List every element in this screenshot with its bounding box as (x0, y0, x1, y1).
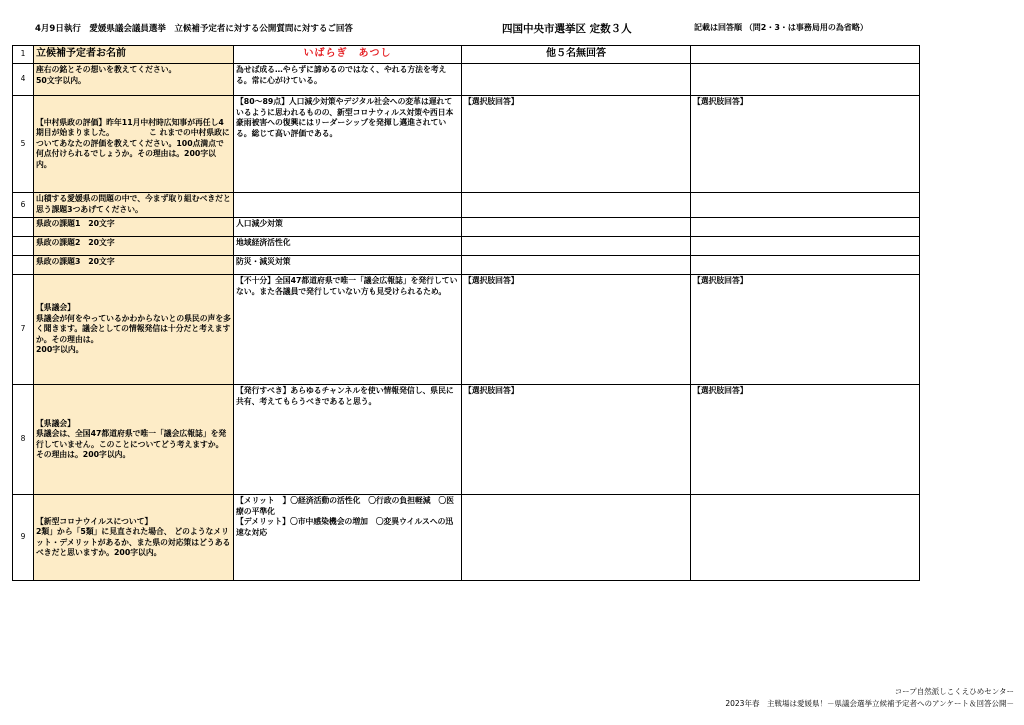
answer-cell: 【80～89点】人口減少対策やデジタル社会への変革は遅れているように思われるものの、新型コロナウィルス対策や西日本豪雨被害への復興にはリーダーシップを発揮し邁進されている。総じて高い評価である。 (234, 96, 462, 193)
empty-cell (691, 495, 920, 581)
question-cell: 【新型コロナウイルスについて】 2類」から「5類」に見直された場合、 どのようなメリット・デメリットがあるか、また県の対応策はどうあるべきだと思いますか。200字以内。 (34, 495, 234, 581)
survey-table (12, 45, 920, 581)
table-row (13, 46, 920, 64)
table-row (13, 495, 920, 581)
row-number: 1 (13, 46, 34, 64)
empty-cell (691, 218, 920, 237)
footer-caption: 2023年春 主戦場は愛媛県！－県議会選挙立候補予定者へのアンケート＆回答公開－ (725, 699, 1014, 708)
order-note: 記載は回答順 （問2・3・は事務局用の為省略） (694, 23, 868, 32)
row-number: 5 (13, 96, 34, 193)
choice-answer-cell: 【選択肢回答】 (462, 385, 691, 495)
empty-cell (462, 495, 691, 581)
table-row (13, 256, 920, 275)
empty-cell (691, 237, 920, 256)
district-title: 四国中央市選挙区 定数３人 (502, 23, 632, 35)
empty-cell (691, 64, 920, 96)
choice-answer-cell: 【選択肢回答】 (462, 96, 691, 193)
candidate-name: いばらぎ あつし (234, 46, 462, 64)
footer-org: コープ自然派しこくえひめセンター (894, 687, 1014, 696)
row-number: 4 (13, 64, 34, 96)
header-title: 4月9日執行 愛媛県議会議員選挙 立候補予定者に対する公開質問に対するご回答 (35, 24, 353, 34)
table-row (13, 218, 920, 237)
question-cell: 座右の銘とその想いを教えてください。 50文字以内。 (34, 64, 234, 96)
question-cell: 山積する愛媛県の問題の中で、今まず取り組むべきだと思う課題3つあげてください。 (34, 193, 234, 218)
empty-cell (462, 218, 691, 237)
issue-label: 県政の課題3 20文字 (34, 256, 234, 275)
table-row (13, 237, 920, 256)
answer-cell: 【不十分】全国47都道府県で唯一「議会広報誌」を発行していない。また各議員で発行していない方も見受けられるため。 (234, 275, 462, 385)
empty-cell (691, 46, 920, 64)
issue-label: 県政の課題2 20文字 (34, 237, 234, 256)
table-row (13, 275, 920, 385)
answer-cell: 防災・減災対策 (234, 256, 462, 275)
issue-label: 県政の課題1 20文字 (34, 218, 234, 237)
empty-cell (462, 237, 691, 256)
empty-cell (691, 256, 920, 275)
answer-cell: 地域経済活性化 (234, 237, 462, 256)
empty-cell (691, 193, 920, 218)
candidate-name-label: 立候補予定者お名前 (34, 46, 234, 64)
row-number: 8 (13, 385, 34, 495)
table-row (13, 385, 920, 495)
row-number: 6 (13, 193, 34, 218)
choice-answer-cell: 【選択肢回答】 (691, 385, 920, 495)
empty-cell (234, 193, 462, 218)
answer-cell: 【メリット 】〇経済活動の活性化 〇行政の負担軽減 〇医療の平準化 【デメリット】〇市中感染機会の増加 〇変異ウイルスへの迅速な対応 (234, 495, 462, 581)
choice-answer-cell: 【選択肢回答】 (691, 275, 920, 385)
row-number: 9 (13, 495, 34, 581)
question-cell: 【県議会】 県議会は、全国47都道府県で唯一「議会広報誌」を発行していません。このことについてどう考えますか。その理由は。200字以内。 (34, 385, 234, 495)
table-row (13, 64, 920, 96)
table-row (13, 96, 920, 193)
choice-answer-cell: 【選択肢回答】 (462, 275, 691, 385)
table-row (13, 193, 920, 218)
answer-cell: 人口減少対策 (234, 218, 462, 237)
choice-answer-cell: 【選択肢回答】 (691, 96, 920, 193)
answer-cell: 為せば成る…やらずに諦めるのではなく、やれる方法を考える。常に心がけている。 (234, 64, 462, 96)
question-cell: 【県議会】 県議会が何をやっているかわからないとの県民の声を多く聞きます。議会としての情報発信は十分だと考えますか。その理由は。 200字以内。 (34, 275, 234, 385)
answer-cell: 【発行すべき】あらゆるチャンネルを使い情報発信し、県民に共有、考えてもらうべきであると思う。 (234, 385, 462, 495)
others-no-answer: 他５名無回答 (462, 46, 691, 64)
empty-cell (462, 64, 691, 96)
empty-cell (462, 193, 691, 218)
empty-cell (462, 256, 691, 275)
row-number: 7 (13, 275, 34, 385)
question-cell: 【中村県政の評価】昨年11月中村時広知事が再任し4期目が始まりました。 こ れまでの中村県政についてあなたの評価を教えてください。100点満点で何点付けられるでしょうか。その理由は。200字以内。 (34, 96, 234, 193)
